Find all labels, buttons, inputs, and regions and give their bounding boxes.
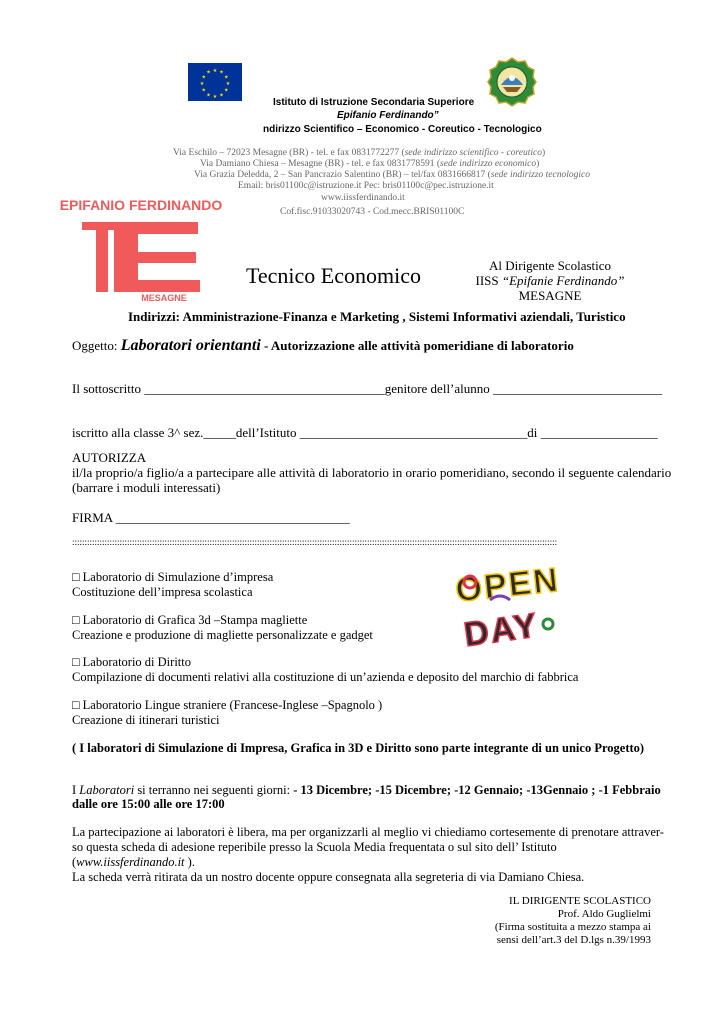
iscritto-field[interactable]: iscritto alla classe 3^ sez._____dell’Istituto ___________________________________di __________________	[72, 425, 658, 440]
oggetto-line: Oggetto: Laboratori orientanti - Autorizzazione alle attività pomeridiane di laboratorio	[72, 337, 574, 354]
signature-block	[495, 895, 651, 947]
autorizza-heading: AUTORIZZA	[72, 450, 147, 465]
project-note: ( I laboratori di Simulazione di Impresa, Grafica in 3D e Diritto sono parte integrante di un unico Progetto)	[72, 741, 645, 755]
indirizzi-line: Indirizzi: Amministrazione-Finanza e Marketing , Sistemi Informativi aziendali, Turistico	[128, 309, 626, 324]
lab-item[interactable]	[72, 655, 578, 685]
autorizza-text: il/la proprio/a figlio/a a partecipare alle attività di laboratorio in orario pomeridiano, secondo il seguente calendario	[72, 465, 672, 480]
lab-desc: Costituzione dell’impresa scolastica	[72, 585, 253, 599]
svg-text:★: ★	[212, 94, 218, 100]
signature-name: Prof. Aldo Guglielmi	[557, 908, 651, 920]
svg-text:★: ★	[206, 69, 211, 76]
dotted-separator: ::::::::::::::::::::::::::::::::::::::::::::::::::::::::::::::::::::::::::::::::::::::::::::::::::::::::::::::::::::::::::::::::::::::::::::::::::::::::::::::::::::::::::::::::::::::::::::::::::	[72, 537, 558, 547]
schedule-time: dalle ore 15:00 alle ore 17:00	[72, 797, 225, 811]
page-title: Tecnico Economico	[246, 263, 422, 288]
lab-desc: Creazione di itinerari turistici	[72, 713, 220, 727]
email-line: Email: bris01100c@istruzione.it Pec: bris01100c@pec.istruzione.it	[238, 181, 494, 191]
website-line: www.iissferdinando.it	[321, 193, 405, 203]
svg-text:★: ★	[201, 74, 206, 81]
recipient-line-3: MESAGNE	[518, 288, 582, 303]
svg-text:★: ★	[201, 87, 206, 94]
address-line-3: Via Grazia Deledda, 2 – San Pancrazio Salentino (BR) – tel/fax 0831666817 (sede indirizzo tecnologico	[194, 170, 590, 180]
svg-text:★: ★	[224, 87, 229, 94]
address-line-2: Via Damiano Chiesa – Mesagne (BR) - tel. e fax 0831778591 (sede indirizzo economico)	[200, 159, 540, 169]
open-day-graphic	[450, 560, 574, 655]
svg-text:★: ★	[206, 92, 211, 99]
signature-note-1: (Firma sostituita a mezzo stampa ai	[494, 921, 651, 933]
autorizza-note: (barrare i moduli interessati)	[72, 480, 221, 495]
schedule-line: I Laboratori si terranno nei seguenti giorni: - 13 Dicembre; -15 Dicembre; -12 Gennaio; -13Gennaio ; -1 Febbraio	[72, 783, 661, 797]
svg-text:★: ★	[219, 92, 224, 99]
lab-title[interactable]: □ Laboratorio di Grafica 3d –Stampa magliette	[72, 613, 308, 627]
lab-title[interactable]: □ Laboratorio Lingue straniere (Francese-Inglese –Spagnolo )	[72, 698, 383, 712]
logo-bottom-text: MESAGNE	[141, 293, 187, 303]
lab-item[interactable]	[72, 698, 382, 728]
recipient-line-2: IISS “Epifanie Ferdinando”	[475, 273, 625, 288]
school-subtitle: Epifanio Ferdinando”	[337, 110, 439, 121]
lab-desc: Creazione e produzione di magliette personalizzate e gadget	[72, 628, 373, 642]
school-indirizzi: ndirizzo Scientifico – Economico - Coreutico - Tecnologico	[263, 124, 542, 135]
svg-text:★: ★	[219, 69, 224, 76]
school-logo	[59, 196, 223, 303]
school-name: Istituto di Istruzione Secondaria Superiore	[273, 97, 475, 108]
recipient-line-1: Al Dirigente Scolastico	[488, 258, 612, 273]
lab-desc: Compilazione di documenti relativi alla costituzione di un’azienda e deposito del marchio di fabbrica	[72, 670, 579, 684]
svg-text:★: ★	[199, 81, 205, 87]
eu-flag-icon	[188, 63, 242, 101]
svg-text:★: ★	[212, 68, 218, 74]
logo-top-text: EPIFANIO FERDINANDO	[59, 197, 223, 213]
signature-title: IL DIRIGENTE SCOLASTICO	[509, 895, 651, 907]
school-seal-icon	[487, 57, 537, 107]
lab-title[interactable]: □ Laboratorio di Simulazione d’impresa	[72, 570, 274, 584]
address-line-1: Via Eschilo – 72023 Mesagne (BR) - tel. e fax 0831772277 (sede indirizzo scientifico - coreutico)	[173, 148, 546, 158]
lab-item[interactable]	[72, 570, 273, 600]
svg-text:★: ★	[224, 74, 229, 81]
sottoscritto-field[interactable]: Il sottoscritto _____________________________________genitore dell’alunno __________________________	[72, 381, 663, 396]
signature-note-2: sensi dell’art.3 del D.lgs n.39/1993	[496, 934, 651, 946]
firma-field[interactable]: FIRMA ____________________________________	[72, 510, 350, 525]
codes-line: Cof.fisc.91033020743 - Cod.mecc.BRIS01100C	[280, 207, 465, 217]
recipient-block	[475, 258, 625, 303]
open-text: OPEN	[453, 560, 562, 610]
lab-item[interactable]	[72, 613, 373, 643]
day-text: DAY	[461, 606, 541, 655]
svg-text:★: ★	[225, 81, 231, 87]
lab-title[interactable]: □ Laboratorio di Diritto	[72, 655, 191, 669]
participation-paragraph: La partecipazione ai laboratori è libera, ma per organizzarli al meglio vi chiediamo cortesemente di prenotare attraver- so questa scheda di adesione reperibile presso la Scuola Media frequentata o sul sito dell’ Istituto (www.iissferdinando.it ). La scheda verrà ritirata da un nostro docente oppure consegnata alla segreteria di via Damiano Chiesa.	[72, 825, 664, 884]
